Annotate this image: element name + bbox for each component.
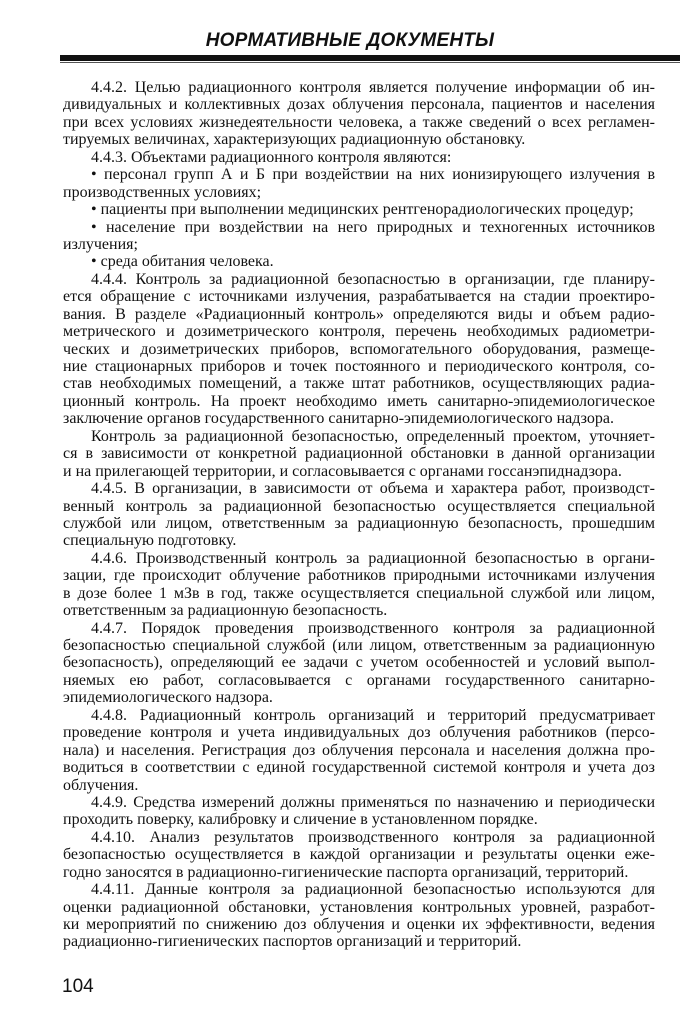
header-rule-thin <box>60 62 680 63</box>
text-line: и на прилегающей территории, и согласовывается с органами госсанэпиднадзора. <box>63 462 622 480</box>
header-rule <box>60 55 680 61</box>
text-line: венный контроль за радиационной безопасностью осуществляется специальной <box>63 497 655 515</box>
text-line: 4.4.9. Средства измерений должны применяться по назначению и периодически <box>91 793 655 811</box>
text-line: дивидуальных и коллективных дозах облучения персонала, пациентов и населения <box>63 96 655 114</box>
text-line: ки мероприятий по снижению доз облучения и оценки их эффективности, ведения <box>63 916 655 933</box>
text-line: • персонал групп А и Б при воздействии на них ионизирующего излучения в <box>91 166 655 184</box>
text-line: 4.4.2. Целью радиационного контроля является получение информации об ин- <box>91 79 655 96</box>
text-line: став необходимых помещений, а также штат работников, осуществляющих радиа- <box>63 375 655 393</box>
text-line: Контроль за радиационной безопасностью, определенный проектом, уточняет- <box>91 427 655 445</box>
text-line: 4.4.5. В организации, в зависимости от объема и характера работ, производст- <box>91 480 655 498</box>
text-line: няемых ею работ, согласовывается с органами государственного санитарно- <box>63 671 655 689</box>
text-line: вания. В разделе «Радиационный контроль» определяются виды и объем радио- <box>63 305 655 323</box>
text-line: излучения; <box>63 235 138 253</box>
text-line: 4.4.8. Радиационный контроль организаций и территорий предусматривает <box>91 706 655 724</box>
text-line: облучения. <box>63 776 139 794</box>
paragraph <box>63 620 655 707</box>
text-line: водиться в соответствии с единой государственной системой контроля и учета доз <box>63 759 655 777</box>
paragraph <box>63 881 655 951</box>
bullet-item <box>63 201 655 218</box>
text-line: специальную подготовку. <box>63 532 237 550</box>
text-line: заключение органов государственного санитарно-эпидемиологического надзора. <box>63 410 614 428</box>
text-line: ционный контроль. На проект необходимо иметь санитарно-эпидемиологическое <box>63 392 655 410</box>
text-line: при всех условиях жизнедеятельности человека, а также сведений о всех регламен- <box>63 113 655 131</box>
body-text <box>63 79 655 951</box>
text-line: • пациенты при выполнении медицинских рентгенорадиологических процедур; <box>91 201 634 219</box>
text-line: в дозе более 1 мЗв в год, также осуществляется специальной службой или лицом, <box>63 584 655 602</box>
text-line: 4.4.6. Производственный контроль за радиационной безопасностью в органи- <box>91 549 655 567</box>
bullet-item <box>63 253 655 270</box>
text-line: безопасностью осуществляется в каждой организации и результаты оценки еже- <box>63 846 655 864</box>
text-line: ответственным за радиационную безопасность. <box>63 602 388 620</box>
paragraph <box>63 79 655 149</box>
paragraph <box>63 707 655 794</box>
text-line: ся в зависимости от конкретной радиационной обстановки в данной организации <box>63 445 655 463</box>
text-line: тируемых величинах, характеризующих радиационную обстановку. <box>63 131 526 149</box>
text-line: • население при воздействии на него природных и техногенных источников <box>91 218 655 236</box>
text-line: ческих и дозиметрических приборов, вспомогательного оборудования, размеще- <box>63 340 655 358</box>
text-line: оценки радиационной обстановки, установления контрольных уровней, разработ- <box>63 898 655 916</box>
text-line: 4.4.11. Данные контроля за радиационной безопасностью используются для <box>91 881 655 899</box>
paragraph <box>63 271 655 428</box>
text-line: 4.4.4. Контроль за радиационной безопасностью в организации, где планиру- <box>91 270 655 288</box>
text-line: производственных условиях; <box>63 183 262 201</box>
text-line: 4.4.7. Порядок проведения производственного контроля за радиационной <box>91 619 655 637</box>
text-line: безопасность), определяющий ее задачи с учетом особенностей и условий выпол- <box>63 654 655 672</box>
paragraph <box>63 829 655 881</box>
bullet-item <box>63 166 655 201</box>
text-line: ется обращение с источниками излучения, разрабатывается на стадии проектиро- <box>63 288 655 306</box>
text-line: радиационно-гигиенических паспортов организаций и территорий. <box>63 933 522 951</box>
text-line: эпидемиологического надзора. <box>63 689 273 707</box>
paragraph <box>63 149 655 166</box>
text-line: ние стационарных приборов и точек постоянного и периодического контроля, со- <box>63 358 655 375</box>
page-number: 104 <box>62 976 94 997</box>
text-line: безопасностью специальной службой (или лицом, ответственным за радиационную <box>63 637 655 654</box>
text-line: проведение контроля и учета индивидуальных доз облучения работников (персо- <box>63 724 655 742</box>
text-line: • среда обитания человека. <box>91 253 274 271</box>
text-line: 4.4.3. Объектами радиационного контроля являются: <box>91 148 452 166</box>
text-line: проходить поверку, калибровку и сличение в установленном порядке. <box>63 811 538 829</box>
running-header: НОРМАТИВНЫЕ ДОКУМЕНТЫ <box>205 30 495 51</box>
text-line: 4.4.10. Анализ результатов производственного контроля за радиационной <box>91 828 655 846</box>
bullet-item <box>63 219 655 254</box>
text-line: нала) и населения. Регистрация доз облучения персонала и населения должна про- <box>63 741 655 759</box>
text-line: годно заносятся в радиационно-гигиенические паспорта организаций, территорий. <box>63 863 629 881</box>
text-line: службой или лицом, ответственным за радиационную безопасность, прошедшим <box>63 514 655 532</box>
text-line: метрического и дозиметрического контроля, перечень необходимых радиометри- <box>63 323 655 341</box>
paragraph <box>63 794 655 829</box>
text-line: зации, где происходит облучение работников природными источниками излучения <box>63 567 655 585</box>
paragraph <box>63 480 655 550</box>
paragraph <box>63 428 655 480</box>
paragraph <box>63 550 655 620</box>
